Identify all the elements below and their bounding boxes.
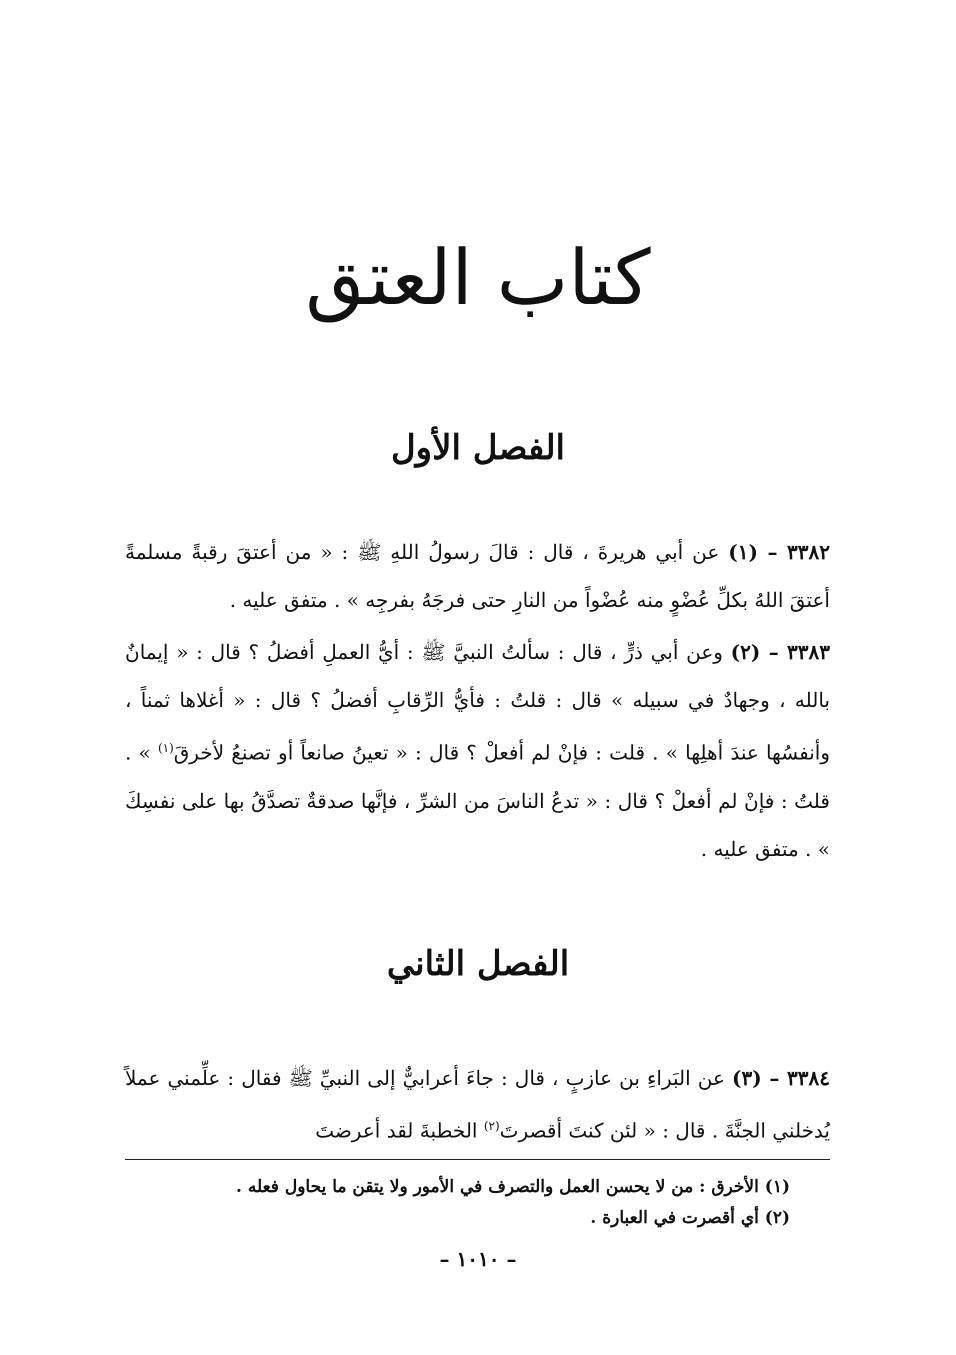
hadith-3384 xyxy=(125,1054,830,1155)
footnote-ref: (١) xyxy=(157,741,174,755)
section-title-first: الفصل الأول xyxy=(390,428,566,468)
hadith-3382 xyxy=(125,528,830,624)
footnote-1: (١) الأخرق : من لا يحسن العمل والتصرف في الأمور ولا يتقن ما يحاول فعله . xyxy=(236,1177,790,1197)
book-title: كتاب العتق xyxy=(305,233,651,322)
footnotes xyxy=(170,1172,790,1234)
hadith-3383 xyxy=(125,628,830,873)
section-title-second: الفصل الثاني xyxy=(386,944,570,984)
hadith-text: وعن أبي ذرٍّ ، قال : سألتُ النبيَّ ﷺ : أيُّ العملِ أفضلُ ؟ قال : « إيمانٌ بالله ، وجهادٌ في سبيله » قال : قلتُ : فأيُّ الرِّقابِ أفضلُ ؟ قال : « أغلاها ثمناً ، وأنفسُها عندَ أهلِها » . قلت : فإنْ لم أفعلْ ؟ قال : « تعينُ صانعاً أو تصنعُ لأخرقَ xyxy=(125,640,831,765)
hadith-number: ٣٣٨٤ – (٣) xyxy=(732,1066,831,1090)
hadith-text-continued: الخطبةَ لقد أعرضتَ xyxy=(315,1118,484,1143)
hadith-number: ٣٣٨٣ – (٢) xyxy=(730,640,830,664)
hadith-text: عن البَراءِ بن عازبٍ ، قال : جاءَ أعرابيٌّ إلى النبيِّ ﷺ فقال : علِّمني عملاً يُدخلني الجنَّةَ . قال : « لئن كنتَ أقصرتَ xyxy=(125,1066,830,1143)
footnote-divider xyxy=(125,1159,830,1160)
hadith-text-continued: » . قلتُ : فإنْ لم أفعلْ ؟ قال : « تدعُ الناسَ من الشرِّ ، فإنَّها صدقةٌ تصدَّقُ بها على نفسِكَ » . متفق عليه . xyxy=(125,740,830,861)
hadith-number: ٣٣٨٢ – (١) xyxy=(728,540,831,564)
hadith-text: عن أبي هريرةَ ، قال : قالَ رسولُ اللهِ ﷺ : « من أعتقَ رقبةً مسلمةً أعتقَ اللهُ بكلِّ عُضْوٍ منه عُضْواً من النارِ حتى فرجَهُ بفرجِه » . متفق عليه . xyxy=(125,540,830,612)
footnote-ref: (٢) xyxy=(483,1119,500,1133)
page-number: – ١٠١٠ – xyxy=(439,1247,517,1271)
footnote-2: (٢) أي أقصرت في العبارة . xyxy=(590,1208,790,1228)
